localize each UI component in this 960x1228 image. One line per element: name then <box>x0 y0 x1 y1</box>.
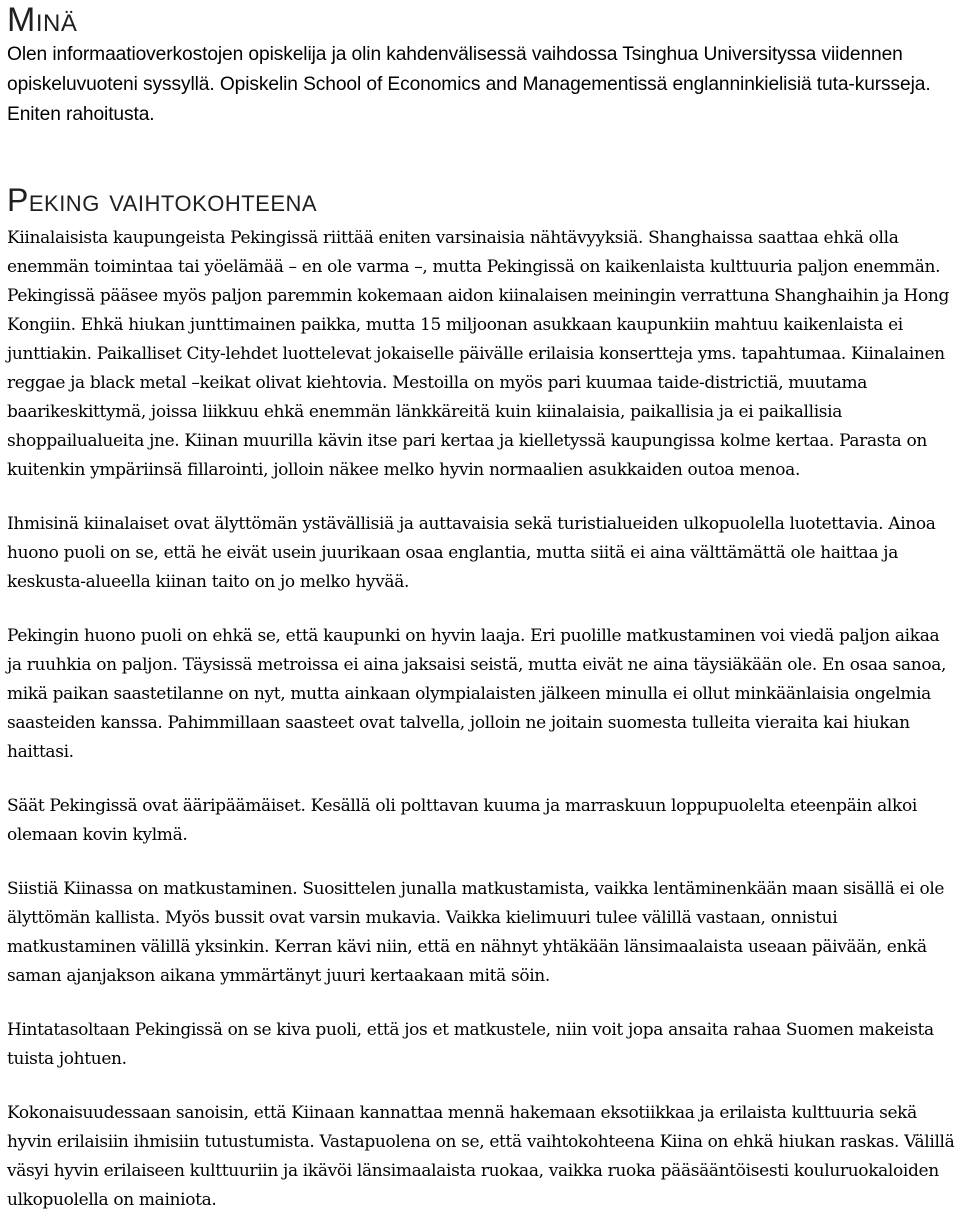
paragraph-prices: Hintatasoltaan Pekingissä on se kiva puoli, että jos et matkustele, niin voit jopa ansaita rahaa Suomen makeista tuista johtuen. <box>7 1020 934 1069</box>
paragraph-downsides: Pekingin huono puoli on ehkä se, että kaupunki on hyvin laaja. Eri puolille matkustaminen voi viedä paljon aikaa ja ruuhkia on paljon. Täysissä metroissa ei aina jaksaisi seistä, mutta eivät ne aina täysiäkään ole. En osaa sanoa, mikä paikan saastetilanne on nyt, mutta ainkaan olympialaisten jälkeen minulla ei ollut minkäänlaisia ongelmia saasteiden kanssa. Pahimmillaan saasteet ovat talvella, jolloin ne joitain suomesta tulleita vieraita kai hiukan haittasi. <box>7 626 947 762</box>
intro-paragraph: Olen informaatioverkostojen opiskelija ja olin kahdenvälisessä vaihdossa Tsinghua Universityssa viidennen opiskeluvuoteni syssyllä. Opiskelin School of Economics and Managementissä englanninkielisiä tuta-kursseja. Eniten rahoitusta. <box>7 44 931 125</box>
paragraph-travel: Siistiä Kiinassa on matkustaminen. Suosittelen junalla matkustamista, vaikka lentäminenkään maan sisällä ei ole älyttömän kallista. Myös bussit ovat varsin mukavia. Vaikka kielimuuri tulee välillä vastaan, onnistui matkustaminen välillä yksinkin. Kerran kävi niin, että en nähnyt yhtäkään länsimaalaista useaan päivään, enkä saman ajanjakson aikana ymmärtänyt juuri kertaakaan mitä söin. <box>7 879 945 986</box>
heading-peking: Peking vaihtokohteena <box>7 182 318 218</box>
paragraph-people: Ihmisinä kiinalaiset ovat älyttömän ystävällisiä ja auttavaisia sekä turistialueiden ulkopuolella luotettavia. Ainoa huono puoli on se, että he eivät usein juurikaan osaa englantia, mutta siitä ei aina välttämättä ole haittaa ja keskusta-alueella kiinan taito on jo melko hyvää. <box>7 514 936 592</box>
paragraph-summary: Kokonaisuudessaan sanoisin, että Kiinaan kannattaa mennä hakemaan eksotiikkaa ja erilaista kulttuuria sekä hyvin erilaisiin ihmisiin tutustumista. Vastapuolena on se, että vaihtokohteena Kiina on ehkä hiukan raskas. Välillä väsyi hyvin erilaiseen kulttuuriin ja ikävöi länsimaalaista ruokaa, vaikka ruoka pääsääntöisesti kouluruokaloiden ulkopuolella on mainiota. <box>7 1103 955 1210</box>
document-page <box>7 0 955 1215</box>
heading-mina: Minä <box>7 1 78 39</box>
paragraph-weather: Säät Pekingissä ovat ääripäämäiset. Kesällä oli polttavan kuuma ja marraskuun loppupuolelta eteenpäin alkoi olemaan kovin kylmä. <box>7 796 917 845</box>
paragraph-attractions: Kiinalaisista kaupungeista Pekingissä riittää eniten varsinaisia nähtävyyksiä. Shanghaissa saattaa ehkä olla enemmän toimintaa tai yöelämää – en ole varma –, mutta Pekingissä on kaikenlaista kulttuuria paljon enemmän. Pekingissä pääsee myös paljon paremmin kokemaan aidon kiinalaisen meiningin verrattuna Shanghaihin ja Hong Kongiin. Ehkä hiukan junttimainen paikka, mutta 15 miljoonan asukkaan kaupunkiin mahtuu kaikenlaista ei junttiakin. Paikalliset City-lehdet luottelevat jokaiselle päivälle erilaisia konsertteja yms. tapahtumaa. Kiinalainen reggae ja black metal –keikat olivat kiehtovia. Mestoilla on myös pari kuumaa taide-districtiä, muutama baarikeskittymä, joissa liikkuu ehkä enemmän länkkäreitä kuin kiinalaisia, paikallisia ja ei paikallisia shoppailualueita jne. Kiinan muurilla kävin itse pari kertaa ja kielletyssä kaupungissa kolme kertaa. Parasta on kuitenkin ympäriinsä fillarointi, jolloin näkee melko hyvin normaalien asukkaiden outoa menoa. <box>7 228 950 480</box>
